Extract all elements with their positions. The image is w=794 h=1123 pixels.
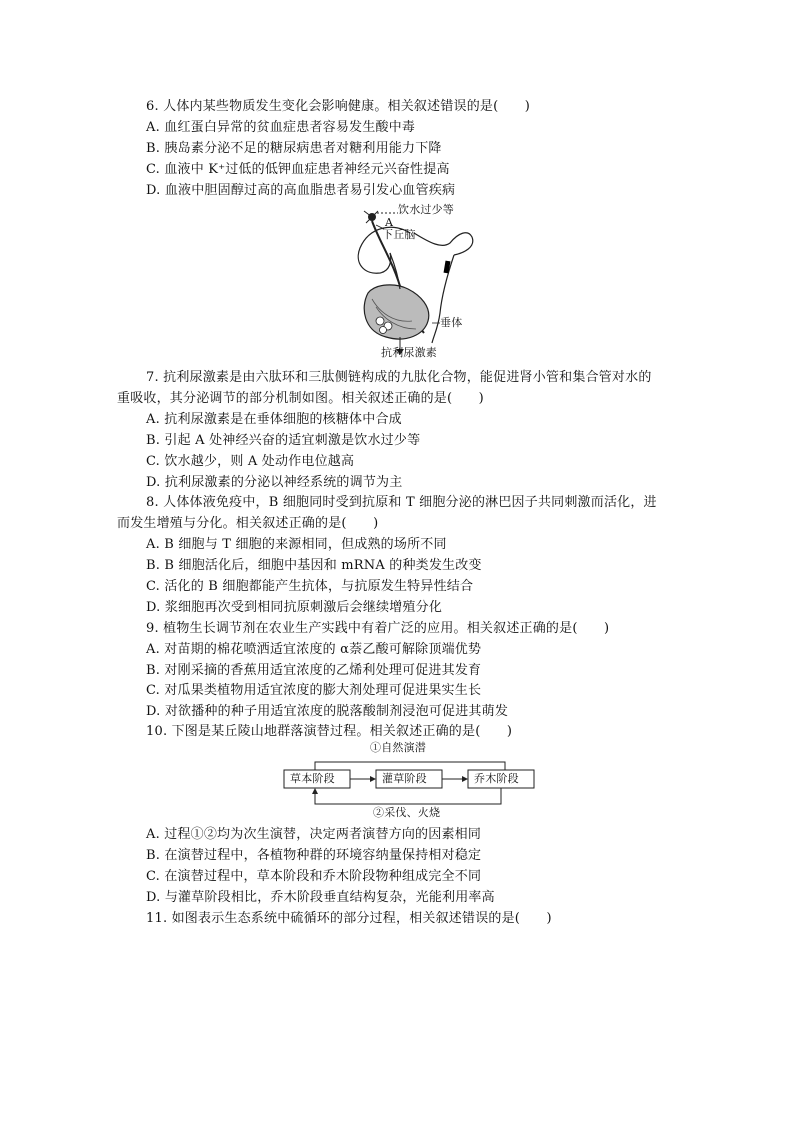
q9-option-a: A. 对苗期的棉花喷洒适宜浓度的 α萘乙酸可解除顶端优势: [146, 642, 482, 657]
q9-option-b: B. 对刚采摘的香蕉用适宜浓度的乙烯利处理可促进其发育: [146, 663, 482, 678]
q9-option-c: C. 对瓜果类植物用适宜浓度的膨大剂处理可促进果实生长: [146, 683, 482, 698]
q7-option-b: B. 引起 A 处神经兴奋的适宜刺激是饮水过少等: [146, 433, 421, 448]
hypothalamus-pituitary-figure: [350, 203, 480, 363]
q10-option-d: D. 与灌草阶段相比，乔木阶段垂直结构复杂，光能利用率高: [146, 890, 495, 905]
stage-label-herb: 草本阶段: [290, 772, 335, 785]
q6-stem: 6. 人体内某些物质发生变化会影响健康。相关叙述错误的是( ): [146, 99, 531, 114]
figure1-label-hypothalamus: 下丘脑: [382, 228, 416, 241]
succession-bottom-label: ②采伐、火烧: [373, 806, 441, 819]
succession-top-label: ①自然演潜: [370, 741, 426, 754]
q6-option-d: D. 血液中胆固醇过高的高血脂患者易引发心血管疾病: [146, 183, 456, 198]
q10-option-a: A. 过程①②均为次生演替，决定两者演替方向的因素相同: [146, 827, 482, 842]
q7-stem-line1: 7. 抗利尿激素是由六肽环和三肽侧链构成的九肽化合物，能促进肾小管和集合管对水的: [146, 370, 652, 385]
figure1-label-adh: 抗利尿激素: [381, 346, 437, 359]
q9-stem: 9. 植物生长调节剂在农业生产实践中有着广泛的应用。相关叙述正确的是( ): [146, 621, 610, 636]
stage-label-tree: 乔木阶段: [474, 772, 519, 785]
q8-option-c: C. 活化的 B 细胞都能产生抗体，与抗原发生特异性结合: [146, 579, 474, 594]
q10-option-c: C. 在演替过程中，草本阶段和乔木阶段物种组成完全不同: [146, 869, 482, 884]
figure1-label-pituitary: 垂体: [440, 316, 463, 329]
figure1-label-drink: 饮水过少等: [398, 203, 454, 216]
q10-option-b: B. 在演替过程中，各植物种群的环境容纳量保持相对稳定: [146, 848, 482, 863]
q9-option-d: D. 对欲播种的种子用适宜浓度的脱落酸制剂浸泡可促进其萌发: [146, 704, 509, 719]
q7-option-d: D. 抗利尿激素的分泌以神经系统的调节为主: [146, 475, 403, 490]
q10-stem: 10. 下图是某丘陵山地群落演替过程。相关叙述正确的是( ): [146, 724, 513, 739]
q6-option-b: B. 胰岛素分泌不足的糖尿病患者对糖利用能力下降: [146, 141, 442, 156]
q7-option-c: C. 饮水越少，则 A 处动作电位越高: [146, 454, 355, 469]
q8-option-a: A. B 细胞与 T 细胞的来源相同，但成熟的场所不同: [146, 537, 447, 552]
stage-label-shrub: 灌草阶段: [382, 772, 427, 785]
q8-stem-line2: 而发生增殖与分化。相关叙述正确的是( ): [117, 516, 379, 531]
q8-option-d: D. 浆细胞再次受到相同抗原刺激后会继续增殖分化: [146, 600, 443, 615]
figure1-label-a: A: [385, 216, 394, 229]
q7-stem-line2: 重吸收，其分泌调节的部分机制如图。相关叙述正确的是( ): [117, 391, 484, 406]
q6-option-c: C. 血液中 K⁺过低的低钾血症患者神经元兴奋性提高: [146, 162, 450, 177]
q7-option-a: A. 抗利尿激素是在垂体细胞的核糖体中合成: [146, 412, 402, 427]
q11-stem: 11. 如图表示生态系统中硫循环的部分过程，相关叙述错误的是( ): [146, 911, 552, 926]
q8-option-b: B. B 细胞活化后，细胞中基因和 mRNA 的种类发生改变: [146, 558, 482, 573]
q8-stem-line1: 8. 人体体液免疫中，B 细胞同时受到抗原和 T 细胞分泌的淋巴因子共同刺激而活化，进: [146, 495, 657, 510]
q6-option-a: A. 血红蛋白异常的贫血症患者容易发生酸中毒: [146, 120, 416, 135]
